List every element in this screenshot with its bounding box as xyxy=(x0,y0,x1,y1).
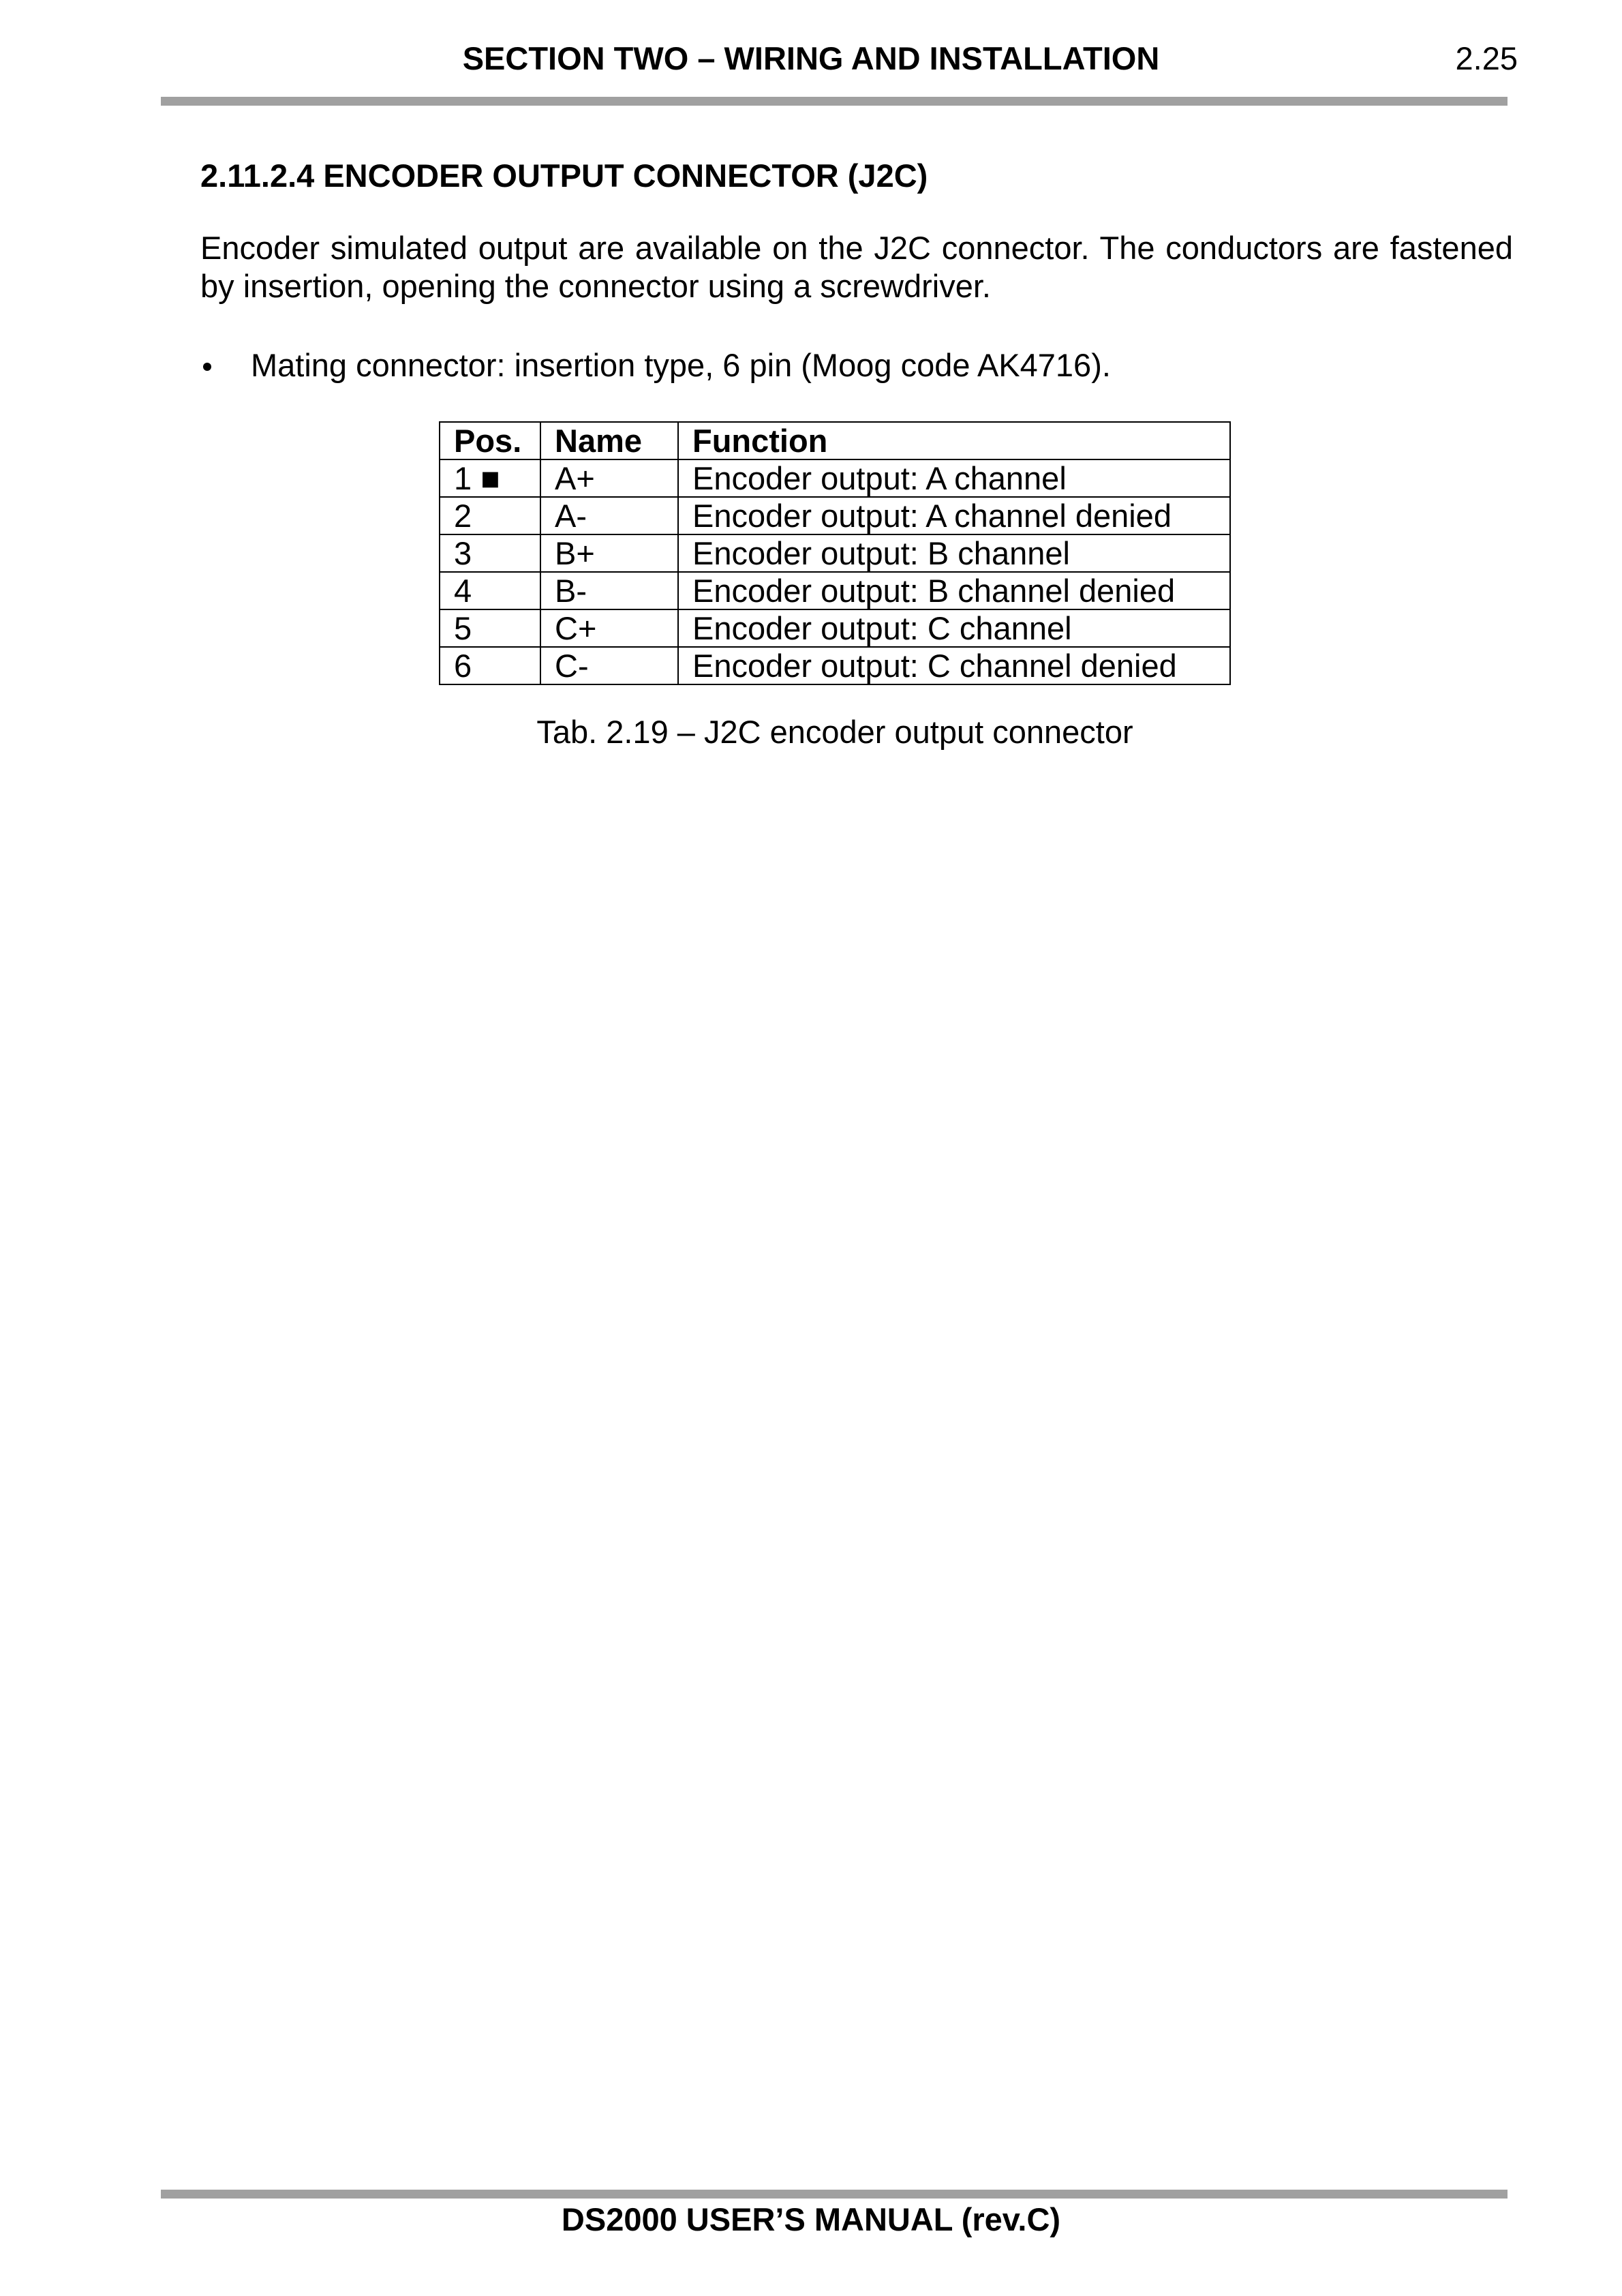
table-row xyxy=(440,459,1230,497)
pin-position: 3 xyxy=(440,534,540,572)
pin-name: C+ xyxy=(540,609,678,647)
table-row xyxy=(440,609,1230,647)
table-row xyxy=(440,497,1230,534)
pin-function: Encoder output: A channel xyxy=(678,459,1230,497)
connector-pin-table xyxy=(439,421,1231,685)
pin-function: Encoder output: B channel xyxy=(678,534,1230,572)
header-rule xyxy=(161,97,1508,106)
table-caption: Tab. 2.19 – J2C encoder output connector xyxy=(536,714,1133,750)
column-header: Function xyxy=(678,422,1230,459)
column-header: Pos. xyxy=(440,422,540,459)
column-header: Name xyxy=(540,422,678,459)
table-header-row xyxy=(440,422,1230,459)
pin-position: 2 xyxy=(440,497,540,534)
pin-name: B- xyxy=(540,572,678,609)
pin-function: Encoder output: C channel xyxy=(678,609,1230,647)
page-number: 2.25 xyxy=(1455,40,1518,76)
bullet-text: Mating connector: insertion type, 6 pin (Moog code AK4716). xyxy=(251,347,1111,383)
section-heading: 2.11.2.4 ENCODER OUTPUT CONNECTOR (J2C) xyxy=(200,157,928,194)
pin-function: Encoder output: C channel denied xyxy=(678,647,1230,684)
pin-name: A- xyxy=(540,497,678,534)
pin-position: 6 xyxy=(440,647,540,684)
pin-position: 4 xyxy=(440,572,540,609)
pin-name: A+ xyxy=(540,459,678,497)
intro-paragraph: Encoder simulated output are available on the J2C connector. The conductors are fastened by insertion, opening the connector using a screwdriver. xyxy=(200,230,1513,304)
table-row xyxy=(440,572,1230,609)
header-title: SECTION TWO – WIRING AND INSTALLATION xyxy=(462,40,1160,76)
pin-function: Encoder output: A channel denied xyxy=(678,497,1230,534)
pin-name: B+ xyxy=(540,534,678,572)
pin-name: C- xyxy=(540,647,678,684)
pin-function: Encoder output: B channel denied xyxy=(678,572,1230,609)
footer-title: DS2000 USER’S MANUAL (rev.C) xyxy=(561,2201,1061,2237)
pin-position: 5 xyxy=(440,609,540,647)
bullet-dot-icon xyxy=(200,346,251,384)
table-row xyxy=(440,534,1230,572)
pin-position: 1 ■ xyxy=(440,459,540,497)
table-row xyxy=(440,647,1230,684)
footer-rule xyxy=(161,2190,1508,2199)
bullet-item xyxy=(200,346,1111,384)
